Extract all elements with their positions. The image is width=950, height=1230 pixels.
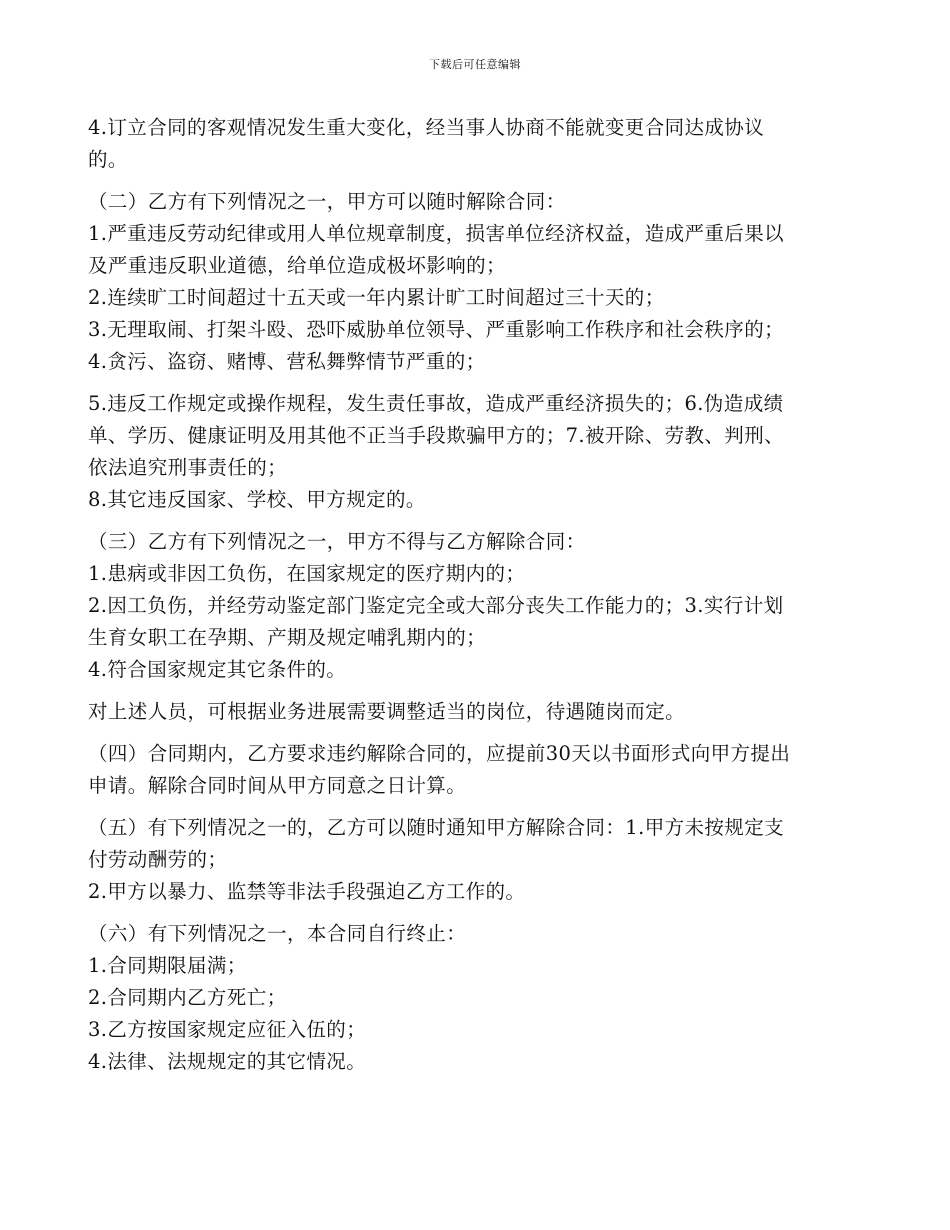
- section-heading: （二）乙方有下列情况之一，甲方可以随时解除合同：: [88, 190, 566, 213]
- text-line: 生育女职工在孕期、产期及规定哺乳期内的；: [88, 626, 487, 649]
- section-five-immediate-notice: [88, 812, 868, 908]
- section-six-termination: [88, 918, 868, 1078]
- text-line: 2.合同期内乙方死亡；: [88, 986, 287, 1009]
- document-body: [88, 112, 868, 1088]
- section-heading: （三）乙方有下列情况之一，甲方不得与乙方解除合同：: [88, 530, 586, 553]
- paragraph-adjustment: [88, 696, 868, 728]
- text-line: 1.患病或非因工负伤，在国家规定的医疗期内的；: [88, 562, 526, 585]
- section-heading: （五）有下列情况之一的，乙方可以随时通知甲方解除合同：1.甲方未按规定支: [88, 816, 785, 839]
- text-line: 付劳动酬劳的；: [88, 848, 228, 871]
- text-line: 4.贪污、盗窃、赌博、营私舞弊情节严重的；: [88, 350, 486, 373]
- section-heading: （四）合同期内，乙方要求违约解除合同的，应提前30天以书面形式向甲方提出: [88, 742, 791, 765]
- text-line: 4.订立合同的客观情况发生重大变化，经当事人协商不能就变更合同达成协议: [88, 116, 765, 139]
- text-line: 对上述人员，可根据业务进展需要调整适当的岗位，待遇随岗而定。: [88, 700, 686, 723]
- section-two-continued: [88, 388, 868, 516]
- text-line: 4.符合国家规定其它条件的。: [88, 658, 347, 681]
- section-three-protection: [88, 526, 868, 686]
- section-heading: （六）有下列情况之一，本合同自行终止：: [88, 922, 467, 945]
- section-four-resignation: [88, 738, 868, 802]
- text-line: 1.合同期限届满；: [88, 954, 247, 977]
- text-line: 2.甲方以暴力、监禁等非法手段强迫乙方工作的。: [88, 880, 526, 903]
- text-line: 8.其它违反国家、学校、甲方规定的。: [88, 488, 426, 511]
- text-line: 及严重违反职业道德，给单位造成极坏影响的；: [88, 254, 506, 277]
- text-line: 单、学历、健康证明及用其他不正当手段欺骗甲方的；7.被开除、劳教、判刑、: [88, 424, 785, 447]
- text-line: 2.连续旷工时间超过十五天或一年内累计旷工时间超过三十天的；: [88, 286, 665, 309]
- text-line: 1.严重违反劳动纪律或用人单位规章制度，损害单位经济权益，造成严重后果以: [88, 222, 785, 245]
- section-two-dismissal: [88, 186, 868, 378]
- text-line: 申请。解除合同时间从甲方同意之日计算。: [88, 774, 467, 797]
- text-line: 2.因工负伤，并经劳动鉴定部门鉴定完全或大部分丧失工作能力的；3.实行计划: [88, 594, 784, 617]
- text-line: 3.乙方按国家规定应征入伍的；: [88, 1018, 367, 1041]
- page-header: 下载后可任意编辑: [429, 58, 521, 71]
- text-line: 的。: [88, 148, 128, 171]
- text-line: 5.违反工作规定或操作规程，发生责任事故，造成严重经济损失的；6.伪造成绩: [88, 392, 784, 415]
- text-line: 4.法律、法规规定的其它情况。: [88, 1050, 367, 1073]
- text-line: 3.无理取闹、打架斗殴、恐吓威胁单位领导、严重影响工作秩序和社会秩序的；: [88, 318, 785, 341]
- paragraph-clause-4: [88, 112, 868, 176]
- text-line: 依法追究刑事责任的；: [88, 456, 288, 479]
